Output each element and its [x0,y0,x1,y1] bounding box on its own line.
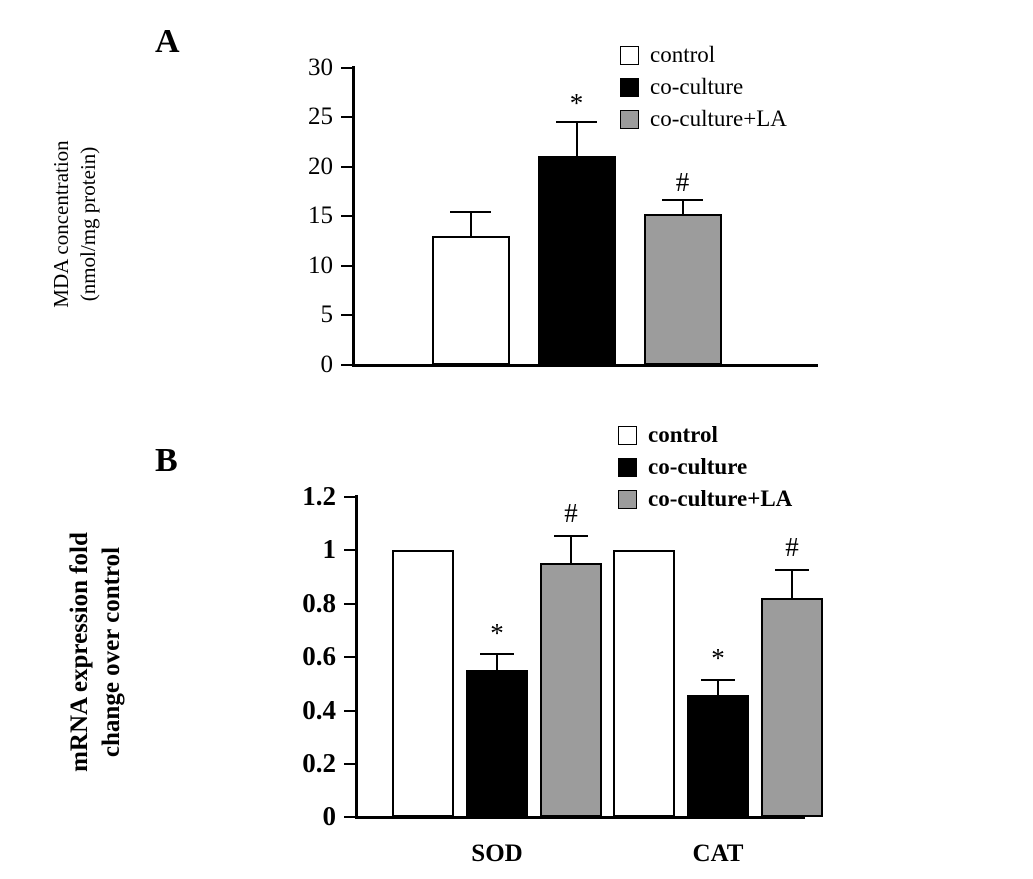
panel-b-y-axis-title-line1: mRNA expression fold [66,532,93,772]
errorcap-panel-b-cat-co-culture-la [775,569,809,571]
panel-a-tick-5 [341,314,353,316]
panel-a-tick-0 [341,364,353,366]
significance-panel-b-cat-co-culture-la: # [785,532,799,562]
significance-panel-b-sod-co-culture-la: # [564,498,578,528]
panel-a-tick-20 [341,166,353,168]
errorcap-panel-b-cat-co-culture [701,679,735,681]
bar-panel-b-cat-co-culture [687,695,749,817]
panel-b-tick-0-4 [344,710,356,712]
panel-b-tick-label-1-0: 1 [322,534,336,564]
panel-a-tick-30 [341,67,353,69]
errorcap-panel-a-control [450,211,491,213]
panel-b-tick-label-0: 0 [322,801,336,831]
panel-a [0,0,1033,400]
errorcap-panel-a-co-culture [556,121,597,123]
bar-panel-b-cat-co-culture-la [761,598,823,817]
panel-a-tick-25 [341,116,353,118]
panel-a-letter: A [155,23,180,60]
panel-b-plot-area [0,400,1033,879]
group-label-cat: CAT [692,840,744,867]
significance-panel-b-sod-co-culture: * [490,618,504,648]
panel-b-letter: B [155,442,178,479]
bar-panel-a-control [432,236,510,365]
bar-panel-b-sod-co-culture [466,670,528,817]
significance-panel-a-co-culture-la: # [675,167,690,197]
panel-a-y-axis-title-line2: (nmol/mg protein) [76,146,100,302]
panel-a-tick-15 [341,215,353,217]
panel-a-tick-10 [341,265,353,267]
legend-label-co-culture: co-culture [648,454,748,479]
errorbar-panel-b-cat-co-culture-la [791,570,793,598]
errorbar-panel-a-control [470,212,472,236]
legend-label-control: control [648,422,718,447]
bar-panel-b-sod-control [392,550,454,817]
bar-panel-a-co-culture [538,156,616,365]
panel-b-tick-label-0-2: 0.2 [302,748,336,778]
panel-b-tick-label-1-2: 1.2 [302,481,336,511]
legend-label-co-culture: co-culture [650,74,744,99]
panel-b-tick-label-0-8: 0.8 [302,588,336,618]
panel-b-tick-1-0 [344,549,356,551]
errorbar-panel-a-co-culture-la [682,200,684,214]
legend-label-control: control [650,42,716,67]
panel-a-tick-label-15: 15 [308,202,333,229]
errorbar-panel-b-sod-co-culture-la [570,536,572,563]
bar-panel-a-co-culture-la [644,214,722,365]
group-label-sod: SOD [471,840,523,867]
panel-b-tick-1-2 [344,496,356,498]
panel-b-tick-0-6 [344,656,356,658]
panel-a-y-axis-title-line1: MDA concentration [49,140,73,308]
panel-b-tick-0-8 [344,603,356,605]
panel-a-tick-label-10: 10 [308,252,333,279]
errorbar-panel-b-cat-co-culture [717,680,719,695]
legend-label-co-culture-la: co-culture+LA [650,106,787,131]
panel-b-tick-0-2 [344,763,356,765]
panel-b-y-axis-title-line2: change over control [98,546,125,758]
bar-panel-b-cat-control [613,550,675,817]
significance-panel-b-cat-co-culture: * [711,643,725,673]
panel-b-tick-label-0-4: 0.4 [302,695,336,725]
panel-a-tick-label-30: 30 [308,54,333,81]
errorcap-panel-b-sod-co-culture-la [554,535,588,537]
panel-a-tick-label-5: 5 [320,301,333,328]
errorbar-panel-a-co-culture [576,122,578,156]
panel-b-tick-0 [344,816,356,818]
errorcap-panel-a-co-culture-la [662,199,703,201]
errorcap-panel-b-sod-co-culture [480,653,514,655]
panel-a-tick-label-20: 20 [308,153,333,180]
panel-a-tick-label-25: 25 [308,103,333,130]
errorbar-panel-b-sod-co-culture [496,654,498,670]
legend-label-co-culture-la: co-culture+LA [648,486,793,511]
panel-b-tick-label-0-6: 0.6 [302,641,336,671]
panel-a-plot-area [0,0,1033,400]
significance-panel-a-co-culture: * [569,88,584,118]
panel-b [0,400,1033,879]
bar-panel-b-sod-co-culture-la [540,563,602,817]
panel-a-tick-label-0: 0 [320,351,333,378]
